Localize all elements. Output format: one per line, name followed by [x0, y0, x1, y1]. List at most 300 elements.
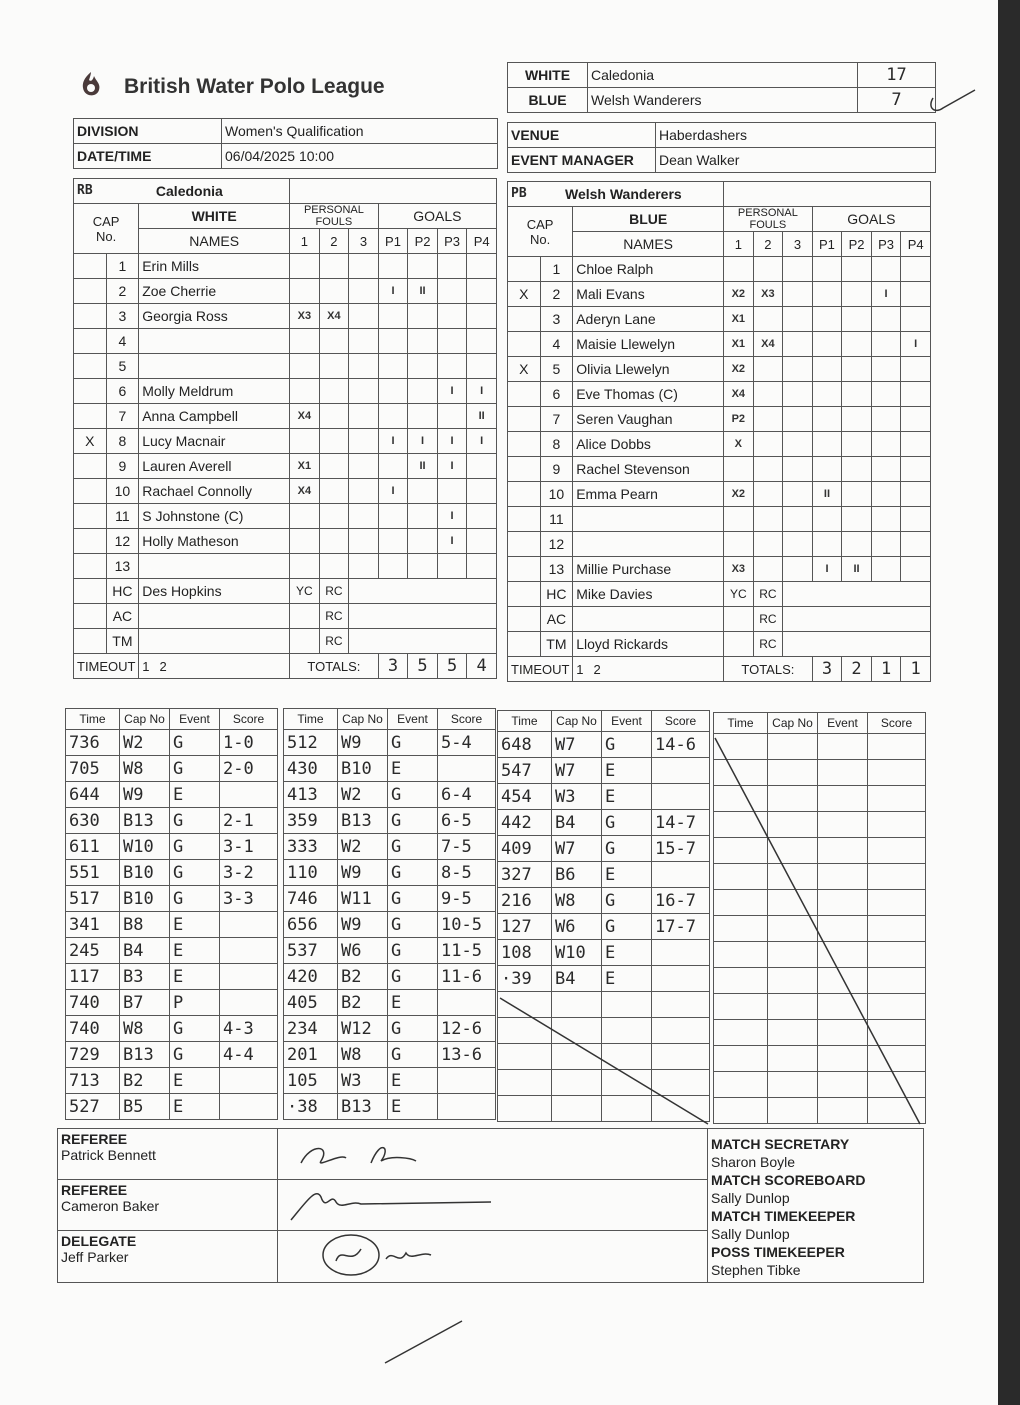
event-score	[220, 964, 278, 990]
event-col-cap_no: Cap No	[338, 709, 388, 730]
player-foul	[724, 257, 754, 282]
event-col-score: Score	[220, 709, 278, 730]
event-time: 713	[66, 1068, 120, 1094]
p1-header: P1	[378, 229, 408, 254]
player-foul	[783, 407, 813, 432]
event-cap	[768, 786, 818, 812]
player-goal	[812, 307, 842, 332]
event-cap	[768, 1072, 818, 1098]
player-foul	[753, 357, 783, 382]
event-event: E	[388, 990, 438, 1016]
venue-value: Haberdashers	[656, 123, 936, 148]
event-event	[818, 760, 868, 786]
event-score: 14-7	[652, 810, 710, 836]
player-name: Emma Pearn	[573, 482, 724, 507]
player-goal	[812, 332, 842, 357]
event-event: G	[602, 914, 652, 940]
venue-label: VENUE	[508, 123, 656, 148]
player-cap: 9	[540, 457, 573, 482]
player-goal	[871, 407, 901, 432]
player-exclusion-mark	[74, 454, 107, 479]
event-cap: W9	[120, 782, 170, 808]
team-name: Caledonia	[155, 183, 223, 199]
player-goal	[871, 357, 901, 382]
event-event	[602, 1044, 652, 1070]
referee1-label: REFEREE	[61, 1131, 128, 1147]
player-goal	[901, 457, 931, 482]
event-event: E	[388, 756, 438, 782]
referee2-label: REFEREE	[61, 1182, 128, 1198]
player-exclusion-mark	[74, 354, 107, 379]
player-foul: X4	[753, 332, 783, 357]
player-foul: X4	[724, 382, 754, 407]
event-row	[284, 782, 496, 808]
event-score: 10-5	[438, 912, 496, 938]
player-foul	[290, 329, 320, 354]
player-goal	[467, 554, 497, 579]
player-goal	[408, 304, 438, 329]
player-goal: II	[842, 557, 872, 582]
division-label: DIVISION	[74, 119, 222, 144]
player-goal: I	[812, 557, 842, 582]
player-goal	[842, 532, 872, 557]
player-goal	[408, 329, 438, 354]
event-event	[818, 1046, 868, 1072]
event-event: G	[388, 886, 438, 912]
player-cap: 3	[540, 307, 573, 332]
event-event: G	[170, 1042, 220, 1068]
event-cap: B4	[552, 966, 602, 992]
player-goal	[842, 257, 872, 282]
player-name: Olivia Llewelyn	[573, 357, 724, 382]
delegate-label: DELEGATE	[61, 1233, 137, 1249]
player-goal: I	[467, 429, 497, 454]
event-score	[220, 938, 278, 964]
event-cap: W3	[552, 784, 602, 810]
event-row	[284, 1016, 496, 1042]
white-label: WHITE	[508, 63, 588, 88]
player-cap: 5	[106, 354, 139, 379]
event-event	[818, 1098, 868, 1124]
player-foul	[753, 382, 783, 407]
player-name: Alice Dobbs	[573, 432, 724, 457]
player-foul	[783, 507, 813, 532]
player-goal	[378, 454, 408, 479]
event-row	[714, 968, 926, 994]
event-event: G	[170, 730, 220, 756]
event-event: G	[388, 1042, 438, 1068]
rc-box: RC	[753, 632, 783, 657]
event-cap	[768, 1020, 818, 1046]
player-goal	[408, 504, 438, 529]
player-name: Rachael Connolly	[139, 479, 290, 504]
event-row	[66, 990, 278, 1016]
player-goal	[871, 457, 901, 482]
player-foul	[319, 279, 349, 304]
event-score	[868, 916, 926, 942]
event-row	[284, 1094, 496, 1120]
event-row	[284, 964, 496, 990]
event-row	[714, 786, 926, 812]
player-foul: X2	[724, 357, 754, 382]
event-row	[66, 1042, 278, 1068]
event-score	[868, 812, 926, 838]
event-score	[652, 1096, 710, 1122]
player-name	[139, 554, 290, 579]
official-role: HC	[106, 579, 139, 604]
player-foul: X3	[753, 282, 783, 307]
period-total: 3	[812, 657, 842, 682]
player-name: Zoe Cherrie	[139, 279, 290, 304]
event-row	[498, 1096, 710, 1122]
event-event	[818, 890, 868, 916]
player-row	[74, 279, 497, 304]
player-exclusion-mark	[508, 382, 541, 407]
player-goal: I	[437, 529, 467, 554]
player-foul	[783, 482, 813, 507]
event-time	[714, 968, 768, 994]
event-time: 327	[498, 862, 552, 888]
player-goal	[871, 432, 901, 457]
official-role: HC	[540, 582, 573, 607]
f2-header: 2	[753, 232, 783, 257]
personal-fouls-label: PERSONAL FOULS	[303, 204, 364, 228]
event-row	[498, 836, 710, 862]
blue-label: BLUE	[508, 88, 588, 113]
event-score	[868, 942, 926, 968]
player-row	[74, 404, 497, 429]
player-row	[508, 532, 931, 557]
event-cap: W7	[552, 732, 602, 758]
player-foul: X3	[724, 557, 754, 582]
player-goal	[871, 307, 901, 332]
player-exclusion-mark	[508, 407, 541, 432]
referee2-name: Cameron Baker	[61, 1198, 160, 1214]
player-exclusion-mark	[508, 432, 541, 457]
event-time: 537	[284, 938, 338, 964]
event-log-events-col2	[283, 708, 496, 1120]
event-time	[714, 786, 768, 812]
event-time: 409	[498, 836, 552, 862]
player-cap: 6	[540, 382, 573, 407]
player-exclusion-mark	[74, 504, 107, 529]
event-time: 705	[66, 756, 120, 782]
event-row	[66, 964, 278, 990]
rc-box: RC	[753, 582, 783, 607]
event-time	[714, 1020, 768, 1046]
player-foul	[290, 279, 320, 304]
event-row	[66, 1016, 278, 1042]
event-cap: B13	[120, 808, 170, 834]
player-exclusion-mark	[74, 279, 107, 304]
player-row	[508, 432, 931, 457]
player-goal	[842, 432, 872, 457]
player-name: Maisie Llewelyn	[573, 332, 724, 357]
event-time: ·39	[498, 966, 552, 992]
event-row	[498, 758, 710, 784]
referee2-signature	[278, 1180, 708, 1231]
player-name	[139, 354, 290, 379]
event-score: 6-5	[438, 808, 496, 834]
event-cap: B10	[338, 756, 388, 782]
event-time: 547	[498, 758, 552, 784]
event-time: 740	[66, 990, 120, 1016]
event-time	[714, 994, 768, 1020]
event-score: 6-4	[438, 782, 496, 808]
player-goal	[408, 254, 438, 279]
player-foul	[319, 379, 349, 404]
player-goal	[842, 382, 872, 407]
player-goal	[842, 307, 872, 332]
event-score: 15-7	[652, 836, 710, 862]
colour-header: BLUE	[573, 207, 724, 232]
event-event: G	[388, 808, 438, 834]
event-time: 517	[66, 886, 120, 912]
no-label: No.	[95, 228, 117, 244]
player-exclusion-mark	[74, 329, 107, 354]
player-cap: 9	[106, 454, 139, 479]
player-foul	[783, 332, 813, 357]
team-header	[74, 179, 290, 204]
event-event	[818, 734, 868, 760]
player-cap: 8	[540, 432, 573, 457]
player-foul	[783, 532, 813, 557]
event-row	[714, 994, 926, 1020]
official-spacer	[74, 604, 107, 629]
event-event: G	[170, 808, 220, 834]
event-cap	[552, 1070, 602, 1096]
event-event: E	[170, 782, 220, 808]
event-row	[498, 1070, 710, 1096]
event-row	[66, 938, 278, 964]
datetime-label: DATE/TIME	[74, 144, 222, 169]
player-foul	[349, 304, 379, 329]
player-goal	[842, 457, 872, 482]
event-manager-label: EVENT MANAGER	[508, 148, 656, 173]
event-time: 359	[284, 808, 338, 834]
event-score	[868, 890, 926, 916]
event-cap: B10	[120, 860, 170, 886]
event-manager-value: Dean Walker	[656, 148, 936, 173]
event-row	[284, 1042, 496, 1068]
player-name	[573, 507, 724, 532]
player-foul: X	[724, 432, 754, 457]
event-row	[66, 860, 278, 886]
player-foul	[319, 454, 349, 479]
player-foul	[319, 354, 349, 379]
event-col-cap_no: Cap No	[552, 711, 602, 732]
event-cap: B4	[120, 938, 170, 964]
event-event	[602, 1018, 652, 1044]
event-score	[220, 912, 278, 938]
team-header-spacer	[290, 179, 497, 204]
event-cap: W8	[120, 756, 170, 782]
event-time: 644	[66, 782, 120, 808]
player-goal: II	[408, 454, 438, 479]
player-foul	[290, 504, 320, 529]
player-foul	[290, 354, 320, 379]
event-time: 234	[284, 1016, 338, 1042]
player-foul: P2	[724, 407, 754, 432]
event-score	[868, 968, 926, 994]
player-foul	[349, 354, 379, 379]
event-cap	[768, 968, 818, 994]
timeout-label: TIMEOUT	[508, 657, 573, 682]
event-time: 611	[66, 834, 120, 860]
personal-fouls-header	[724, 207, 813, 232]
event-time: 527	[66, 1094, 120, 1120]
yc-box: YC	[724, 582, 754, 607]
event-row	[498, 862, 710, 888]
player-goal	[812, 382, 842, 407]
player-cap: 2	[106, 279, 139, 304]
player-name	[573, 532, 724, 557]
event-cap: W2	[120, 730, 170, 756]
player-cap: 11	[540, 507, 573, 532]
player-goal	[812, 507, 842, 532]
event-event: G	[170, 860, 220, 886]
event-score	[652, 966, 710, 992]
player-foul	[753, 457, 783, 482]
event-time	[714, 942, 768, 968]
player-goal	[812, 432, 842, 457]
player-foul	[319, 329, 349, 354]
player-goal	[467, 504, 497, 529]
event-time	[714, 1072, 768, 1098]
result-table	[507, 62, 936, 113]
player-cap: 3	[106, 304, 139, 329]
event-cap: W9	[338, 860, 388, 886]
player-goal	[408, 529, 438, 554]
event-time: 420	[284, 964, 338, 990]
event-cap	[768, 890, 818, 916]
event-score: 9-5	[438, 886, 496, 912]
event-col-time: Time	[714, 713, 768, 734]
official-name	[139, 604, 290, 629]
player-row	[508, 457, 931, 482]
event-cap: B13	[338, 808, 388, 834]
event-event: E	[170, 1068, 220, 1094]
yc-box	[290, 604, 320, 629]
player-goal	[901, 307, 931, 332]
player-foul	[349, 254, 379, 279]
player-goal	[408, 354, 438, 379]
event-score	[652, 784, 710, 810]
player-foul: X3	[290, 304, 320, 329]
event-score: 1-0	[220, 730, 278, 756]
player-foul	[349, 404, 379, 429]
event-row	[66, 912, 278, 938]
player-foul	[319, 504, 349, 529]
event-event: P	[170, 990, 220, 1016]
player-goal: I	[437, 429, 467, 454]
event-cap: B8	[120, 912, 170, 938]
event-event: G	[388, 1016, 438, 1042]
official-role: AC	[540, 607, 573, 632]
p2-header: P2	[408, 229, 438, 254]
player-goal: I	[437, 454, 467, 479]
event-cap: B13	[120, 1042, 170, 1068]
player-goal	[378, 554, 408, 579]
event-row	[498, 732, 710, 758]
player-goal	[378, 379, 408, 404]
event-score	[220, 1094, 278, 1120]
event-row	[714, 1072, 926, 1098]
player-exclusion-mark	[508, 457, 541, 482]
event-cap: B6	[552, 862, 602, 888]
event-cap: W12	[338, 1016, 388, 1042]
event-score	[868, 1072, 926, 1098]
team-header-spacer	[724, 182, 931, 207]
event-cap	[768, 838, 818, 864]
event-col-event: Event	[818, 713, 868, 734]
event-event: E	[170, 938, 220, 964]
event-time: 454	[498, 784, 552, 810]
player-row	[74, 554, 497, 579]
player-goal	[437, 404, 467, 429]
event-event: G	[388, 730, 438, 756]
player-goal	[812, 257, 842, 282]
p3-header: P3	[437, 229, 467, 254]
player-cap: 10	[106, 479, 139, 504]
player-foul: X1	[724, 307, 754, 332]
event-cap: W8	[338, 1042, 388, 1068]
official-blank	[349, 579, 497, 604]
period-total: 1	[871, 657, 901, 682]
player-goal	[901, 432, 931, 457]
event-event	[818, 864, 868, 890]
event-col-event: Event	[602, 711, 652, 732]
event-cap	[768, 916, 818, 942]
blue-final-score: 7	[858, 88, 936, 113]
official-name	[139, 629, 290, 654]
player-row	[508, 357, 931, 382]
event-event	[602, 1070, 652, 1096]
event-event: G	[388, 964, 438, 990]
player-foul	[319, 254, 349, 279]
event-score: 3-3	[220, 886, 278, 912]
event-row	[284, 756, 496, 782]
player-row	[508, 282, 931, 307]
event-score	[438, 1094, 496, 1120]
event-row	[714, 864, 926, 890]
event-event: G	[388, 938, 438, 964]
event-cap: B2	[338, 964, 388, 990]
player-name: Holly Matheson	[139, 529, 290, 554]
event-event: E	[170, 912, 220, 938]
player-name: Millie Purchase	[573, 557, 724, 582]
event-event: G	[388, 782, 438, 808]
event-time	[498, 992, 552, 1018]
player-cap: 2	[540, 282, 573, 307]
player-exclusion-mark: X	[508, 357, 541, 382]
player-goal	[842, 332, 872, 357]
event-row	[498, 784, 710, 810]
p1-header: P1	[812, 232, 842, 257]
blue-team-roster	[507, 181, 931, 682]
event-event: G	[388, 860, 438, 886]
player-foul	[349, 379, 379, 404]
event-event: E	[602, 862, 652, 888]
rc-box: RC	[319, 629, 349, 654]
period-total: 1	[901, 657, 931, 682]
event-time: 648	[498, 732, 552, 758]
referee1-signature	[278, 1129, 708, 1180]
event-time	[714, 890, 768, 916]
event-cap: B10	[120, 886, 170, 912]
event-score: 13-6	[438, 1042, 496, 1068]
event-row	[714, 734, 926, 760]
